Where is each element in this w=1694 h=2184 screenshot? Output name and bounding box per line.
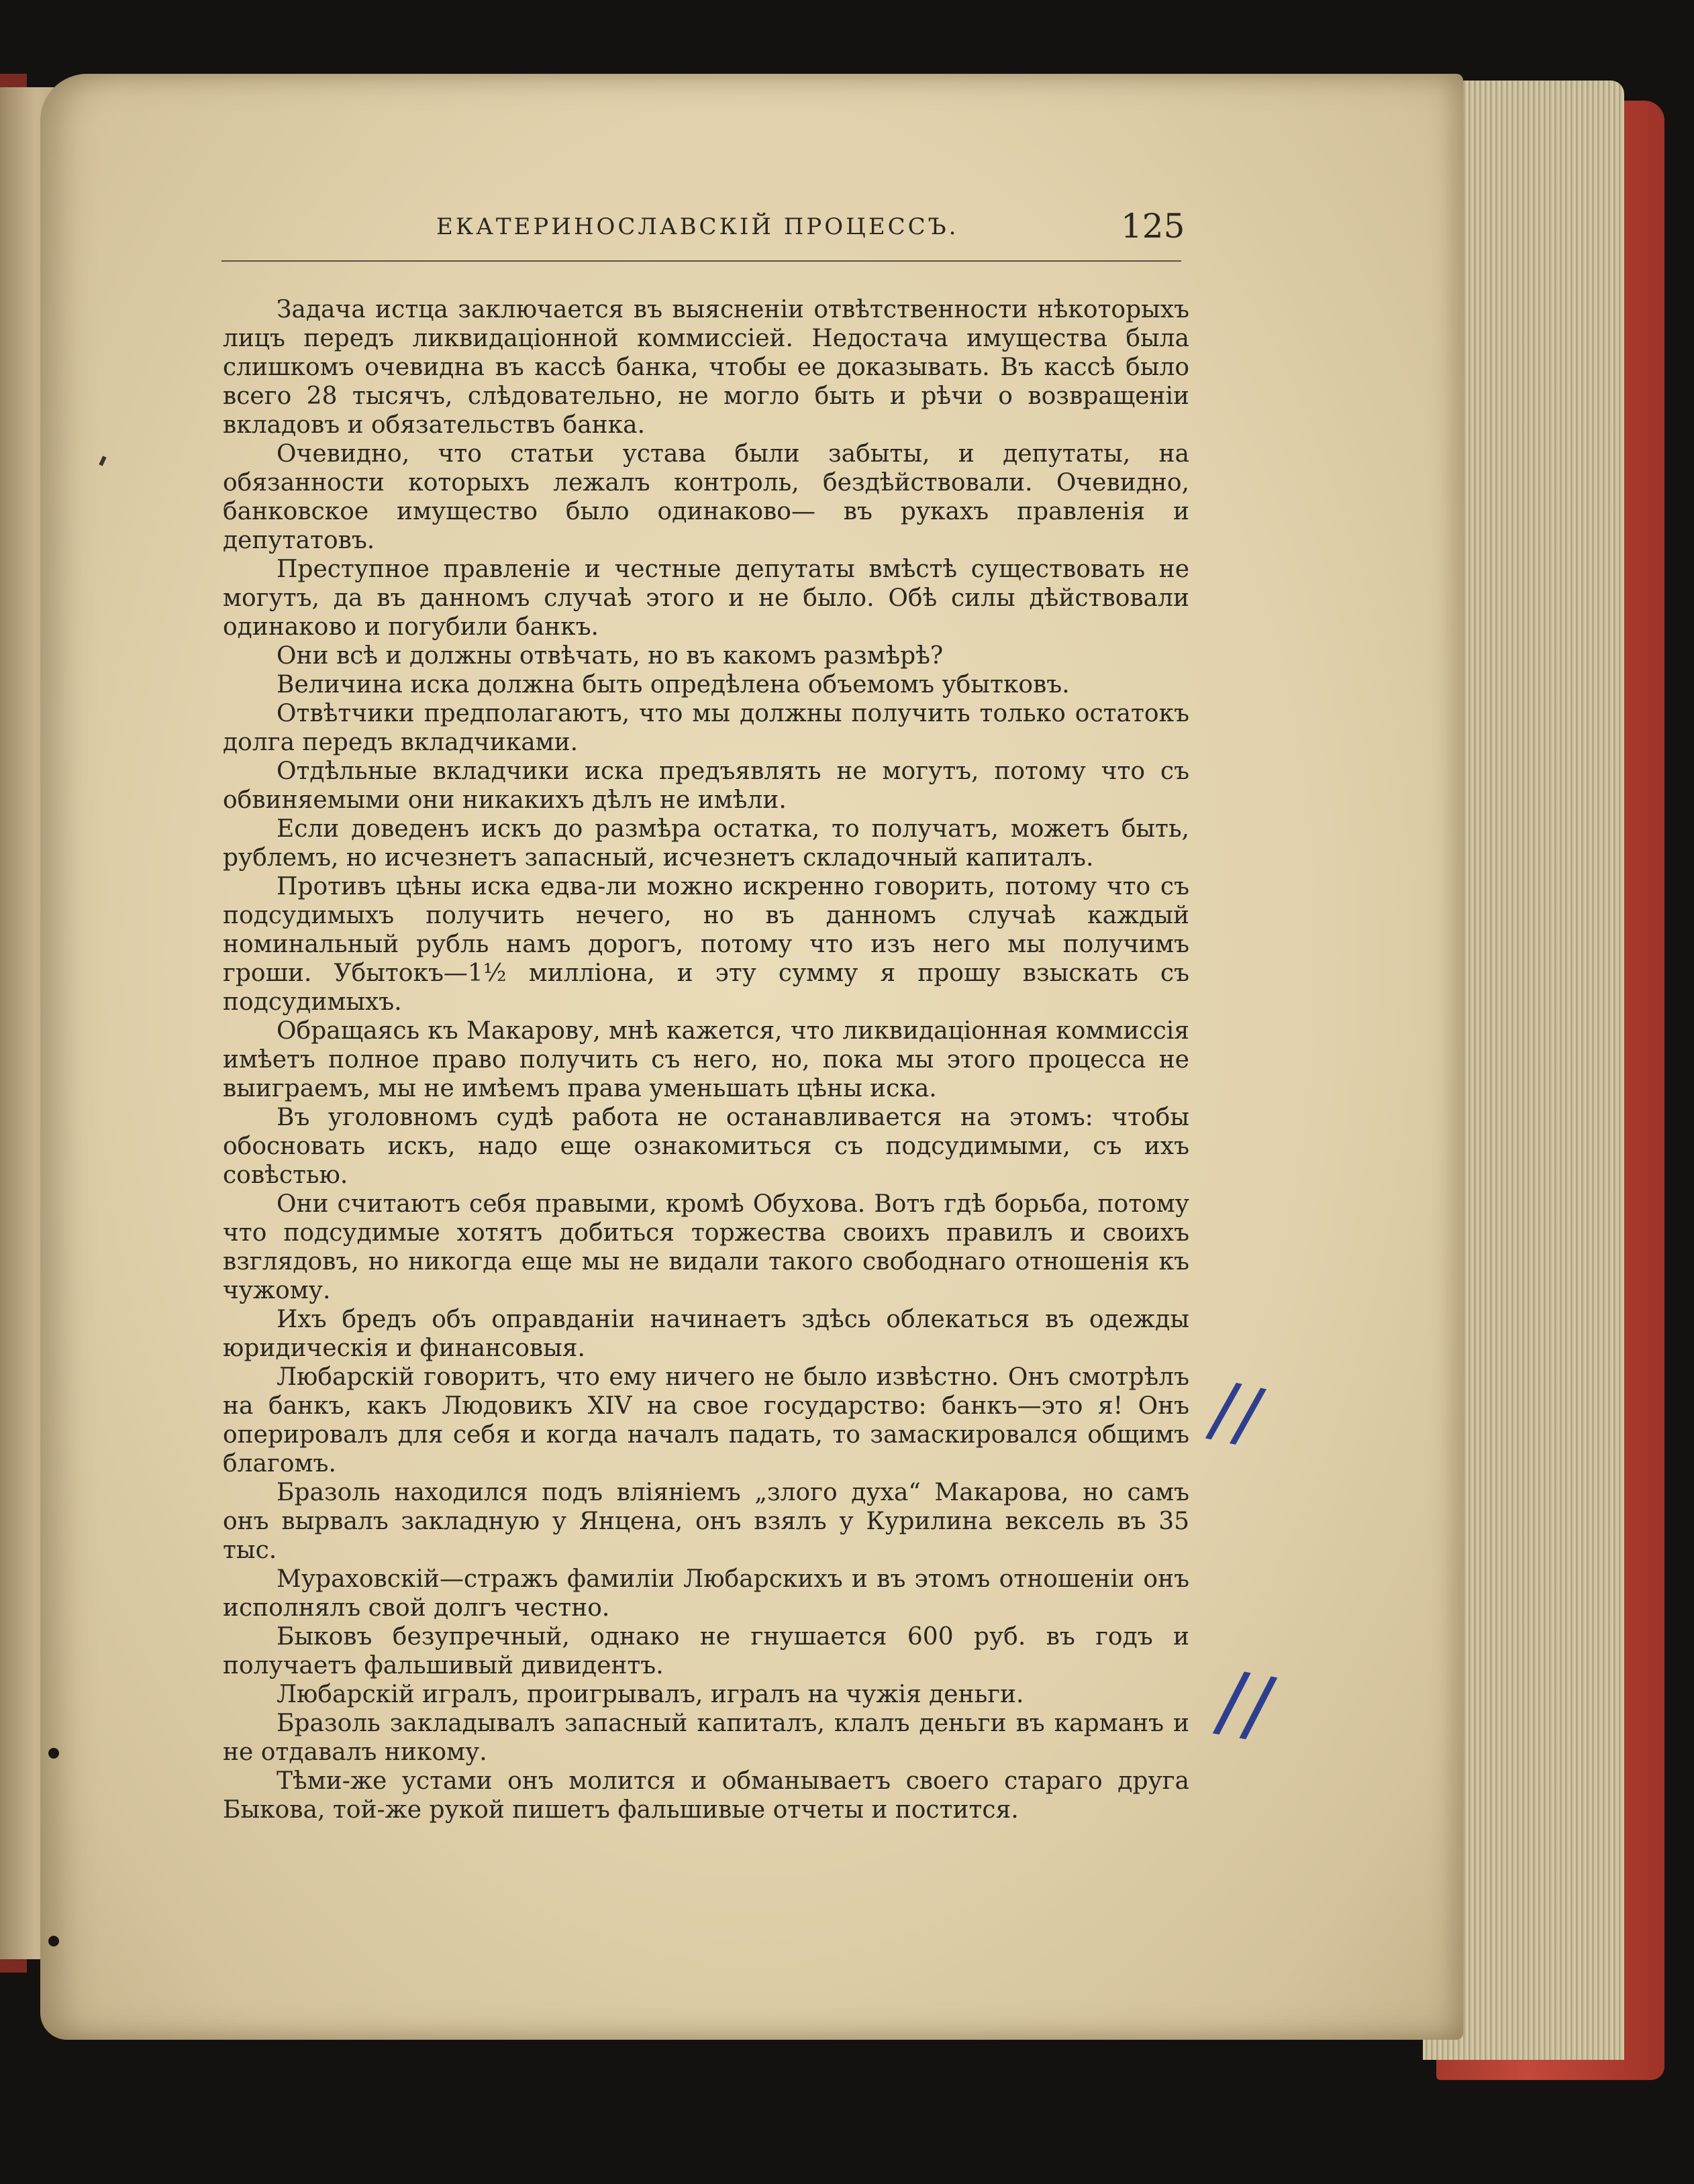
paragraph: Задача истца заключается въ выясненіи отвѣтственности нѣкоторыхъ лицъ передъ ликвидаціонной коммиссіей. Недостача имущества была слишкомъ очевидна въ кассѣ банка, чтобы ее доказывать. Въ кассѣ было всего 28 тысячъ, слѣдовательно, не могло быть и рѣчи о возвращеніи вкладовъ и обязательствъ банка. [223,296,1189,439]
paragraph: Если доведенъ искъ до размѣра остатка, то получатъ, можетъ быть, рублемъ, но исчезнетъ запасный, исчезнетъ складочный капиталъ. [223,815,1189,872]
binding-hole [48,1936,59,1946]
paragraph: Любарскій говоритъ, что ему ничего не было извѣстно. Онъ смотрѣлъ на банкъ, какъ Людовикъ XIV на свое государство: банкъ—это я! Онъ оперировалъ для себя и когда началъ падать, то замаскировался общимъ благомъ. [223,1363,1189,1477]
paragraph: Они считаютъ себя правыми, кромѣ Обухова. Вотъ гдѣ борьба, потому что подсудимые хотятъ добиться торжества своихъ правилъ и своихъ взглядовъ, но никогда еще мы не видали такого свободнаго отношенія къ чужому. [223,1190,1189,1304]
paragraph: Бразоль закладывалъ запасный капиталъ, клалъ деньги въ карманъ и не отдавалъ никому. [223,1710,1189,1766]
paragraph: Ихъ бредъ объ оправданіи начинаетъ здѣсь облекаться въ одежды юридическія и финансовыя. [223,1306,1189,1362]
binding-hole [48,1748,59,1759]
paragraph: Быковъ безупречный, однако не гнушается 600 руб. въ годъ и получаетъ фальшивый дивидентъ. [223,1623,1189,1679]
header-rule [221,260,1181,262]
paragraph: Обращаясь къ Макарову, мнѣ кажется, что ликвидаціонная коммиссія имѣетъ полное право получить съ него, но, пока мы этого процесса не выиграемъ, мы не имѣемъ права уменьшать цѣны иска. [223,1017,1189,1102]
paragraph: Бразоль находился подъ вліяніемъ „злого духа“ Макарова, но самъ онъ вырвалъ закладную у Янцена, онъ взялъ у Курилина вексель въ 35 тыс. [223,1479,1189,1564]
paragraph: Отвѣтчики предполагаютъ, что мы должны получить только остатокъ долга передъ вкладчиками. [223,700,1189,756]
paragraph: Тѣми-же устами онъ молится и обманываетъ своего стараго друга Быкова, той-же рукой пишетъ фальшивые отчеты и постится. [223,1767,1189,1824]
paragraph: Отдѣльные вкладчики иска предъявлять не могутъ, потому что съ обвиняемыми они никакихъ дѣлъ не имѣли. [223,758,1189,814]
page-body [223,295,1189,1824]
paragraph: Преступное правленіе и честные депутаты вмѣстѣ существовать не могутъ, да въ данномъ случаѣ этого и не было. Обѣ силы дѣйствовали одинаково и погубили банкъ. [223,556,1189,641]
paragraph: Они всѣ и должны отвѣчать, но въ какомъ размѣрѣ? [277,642,944,670]
running-title: ЕКАТЕРИНОСЛАВСКІЙ ПРОЦЕССЪ. [436,213,959,240]
paragraph: Любарскій игралъ, проигрывалъ, игралъ на чужія деньги. [277,1681,1024,1708]
paragraph: Величина иска должна быть опредѣлена объемомъ убытковъ. [277,671,1070,698]
page-number: 125 [1121,207,1185,246]
paragraph: Мураховскій—стражъ фамиліи Любарскихъ и въ этомъ отношеніи онъ исполнялъ свой долгъ честно. [223,1565,1189,1622]
paragraph: Очевидно, что статьи устава были забыты, и депутаты, на обязанности которыхъ лежалъ контроль, бездѣйствовали. Очевидно, банковское имущество было одинаково— въ рукахъ правленія и депутатовъ. [223,440,1189,554]
paragraph: Противъ цѣны иска едва-ли можно искренно говорить, потому что съ подсудимыхъ получить нечего, но въ данномъ случаѣ каждый номинальный рубль намъ дорогъ, потому что изъ него мы получимъ гроши. Убытокъ—1½ милліона, и эту сумму я прошу взыскать съ подсудимыхъ. [223,873,1189,1016]
handwritten-margin-mark: // [1210,1653,1281,1755]
paragraph: Въ уголовномъ судѣ работа не останавливается на этомъ: чтобы обосновать искъ, надо еще ознакомиться съ подсудимыми, съ ихъ совѣстью. [223,1104,1189,1189]
handwritten-margin-mark: // [1203,1364,1270,1459]
